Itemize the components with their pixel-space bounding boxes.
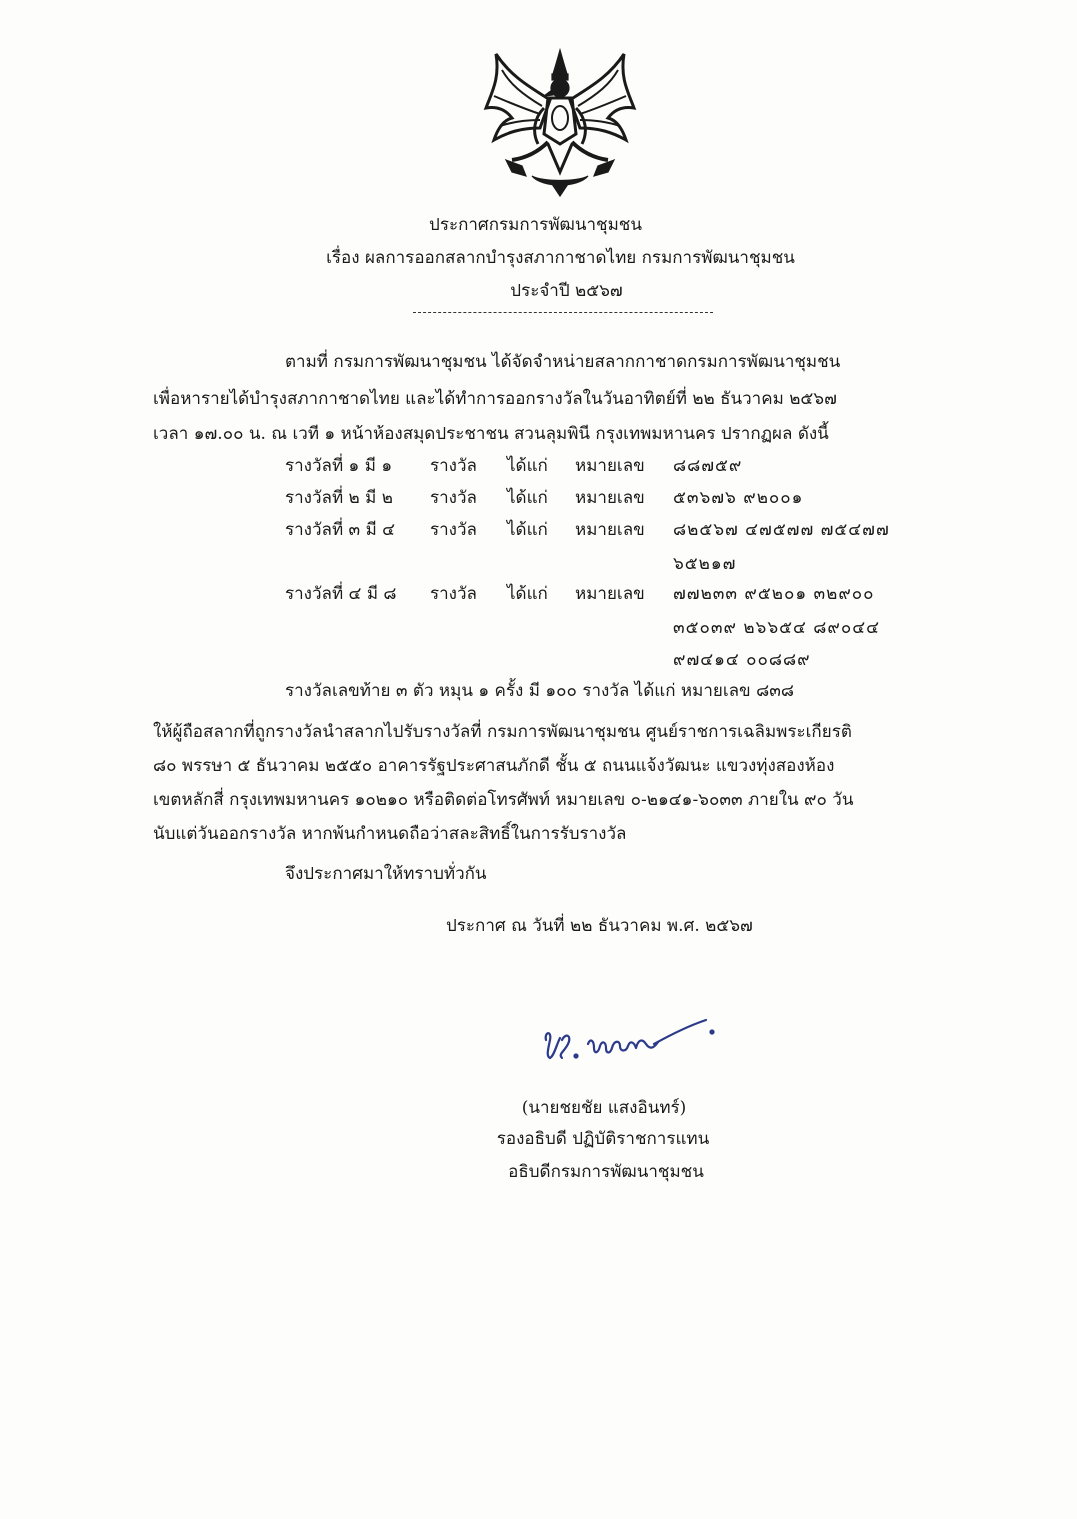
claim-line-3: เขตหลักสี่ กรุงเทพมหานคร ๑๐๒๑๐ หรือติดต่อโทรศัพท์ หมายเลข ๐-๒๑๔๑-๖๐๓๓ ภายใน ๙๐ วัน xyxy=(153,790,854,810)
prize-numbers: ๗๗๒๓๓ ๙๕๒๐๑ ๓๒๙๐๐ xyxy=(673,584,875,604)
prize-number-label: หมายเลข xyxy=(575,584,645,604)
prize-unit: รางวัล xyxy=(430,584,477,604)
announcement-subject: เรื่อง ผลการออกสลากบำรุงสภากาชาดไทย กรมการพัฒนาชุมชน xyxy=(326,248,795,268)
intro-line-1: ตามที่ กรมการพัฒนาชุมชน ได้จัดจำหน่ายสลากกาชาดกรมการพัฒนาชุมชน xyxy=(285,352,841,372)
prize-label: รางวัลที่ ๔ มี ๘ xyxy=(285,584,397,604)
claim-line-1: ให้ผู้ถือสลากที่ถูกรางวัลนำสลากไปรับรางวัลที่ กรมการพัฒนาชุมชน ศูนย์ราชการเฉลิมพระเกียรติ xyxy=(153,722,852,742)
signatory-department: อธิบดีกรมการพัฒนาชุมชน xyxy=(508,1162,704,1182)
claim-line-4: นับแต่วันออกรางวัล หากพ้นกำหนดถือว่าสละสิทธิ์ในการรับรางวัล xyxy=(153,824,627,844)
prize-numbers-continued: ๓๕๐๓๙ ๒๖๖๕๔ ๘๙๐๔๔ xyxy=(673,618,880,638)
handwritten-signature xyxy=(536,1010,716,1070)
garuda-emblem-icon xyxy=(482,48,638,198)
closing-notice: จึงประกาศมาให้ทราบทั่วกัน xyxy=(285,864,487,884)
announcement-title: ประกาศกรมการพัฒนาชุมชน xyxy=(429,215,642,235)
announcement-date: ประกาศ ณ วันที่ ๒๒ ธันวาคม พ.ศ. ๒๕๖๗ xyxy=(446,916,753,936)
prize-unit: รางวัล xyxy=(430,488,477,508)
prize-label: รางวัลที่ ๓ มี ๔ xyxy=(285,520,396,540)
prize-receive: ได้แก่ xyxy=(507,488,548,508)
last-three-digits-prize: รางวัลเลขท้าย ๓ ตัว หมุน ๑ ครั้ง มี ๑๐๐ รางวัล ได้แก่ หมายเลข ๘๓๘ xyxy=(285,681,794,701)
prize-receive: ได้แก่ xyxy=(507,456,548,476)
prize-receive: ได้แก่ xyxy=(507,584,548,604)
prize-label: รางวัลที่ ๑ มี ๑ xyxy=(285,456,393,476)
prize-numbers: ๕๓๖๗๖ ๙๒๐๐๑ xyxy=(673,488,804,508)
prize-receive: ได้แก่ xyxy=(507,520,548,540)
title-divider xyxy=(413,312,713,313)
prize-number-label: หมายเลข xyxy=(575,456,645,476)
prize-numbers-continued: ๖๕๒๑๗ xyxy=(673,554,737,574)
prize-numbers: ๘๘๗๕๙ xyxy=(673,456,743,476)
signatory-position: รองอธิบดี ปฏิบัติราชการแทน xyxy=(496,1129,710,1149)
claim-line-2: ๘๐ พรรษา ๕ ธันวาคม ๒๕๕๐ อาคารรัฐประศาสนภักดี ชั้น ๕ ถนนแจ้งวัฒนะ แขวงทุ่งสองห้อง xyxy=(153,756,835,776)
prize-numbers: ๘๒๕๖๗ ๔๗๕๗๗ ๗๕๔๗๗ xyxy=(673,520,890,540)
prize-numbers-continued: ๙๗๔๑๔ ๐๐๘๘๙ xyxy=(673,650,811,670)
announcement-year: ประจำปี ๒๕๖๗ xyxy=(510,281,623,301)
prize-number-label: หมายเลข xyxy=(575,488,645,508)
signatory-name: (นายชยชัย แสงอินทร์) xyxy=(521,1098,687,1118)
intro-line-2: เพื่อหารายได้บำรุงสภากาชาดไทย และได้ทำการออกรางวัลในวันอาทิตย์ที่ ๒๒ ธันวาคม ๒๕๖๗ xyxy=(153,389,837,409)
prize-number-label: หมายเลข xyxy=(575,520,645,540)
intro-line-3: เวลา ๑๗.๐๐ น. ณ เวที ๑ หน้าห้องสมุดประชาชน สวนลุมพินี กรุงเทพมหานคร ปรากฏผล ดังนี้ xyxy=(153,424,829,444)
prize-unit: รางวัล xyxy=(430,456,477,476)
prize-unit: รางวัล xyxy=(430,520,477,540)
prize-label: รางวัลที่ ๒ มี ๒ xyxy=(285,488,393,508)
